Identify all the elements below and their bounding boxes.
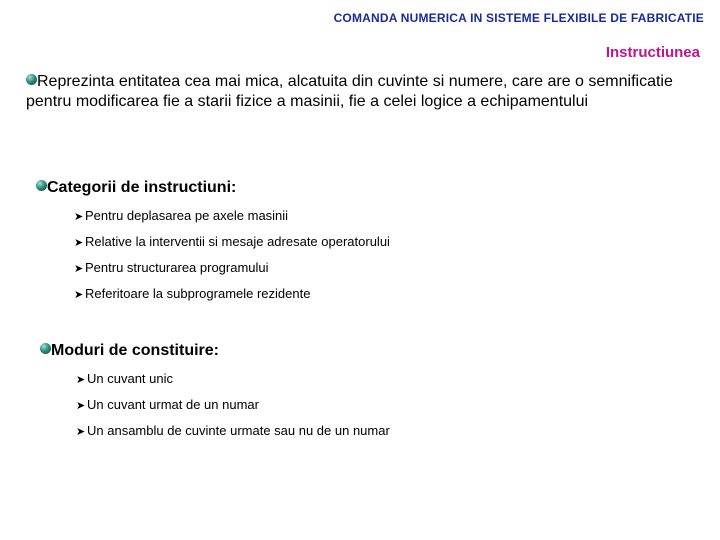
arrow-bullet-icon: ➤: [76, 426, 86, 438]
list-item: ➤ Referitoare la subprogramele rezidente: [74, 286, 311, 301]
arrow-bullet-icon: ➤: [74, 237, 84, 249]
list-item: ➤ Pentru deplasarea pe axele masinii: [74, 208, 289, 223]
ball-bullet-icon: [36, 180, 47, 191]
slide-title: Instructiunea: [605, 44, 700, 61]
list-item: ➤ Relative la interventii si mesaje adresate operatorului: [74, 234, 390, 249]
categories-list: [74, 208, 390, 312]
arrow-bullet-icon: ➤: [74, 263, 84, 275]
ball-bullet-icon: [40, 343, 51, 354]
list-item: ➤ Un cuvant unic: [76, 371, 173, 386]
modes-heading: Moduri de constituire:: [51, 342, 219, 359]
arrow-bullet-icon: ➤: [76, 400, 86, 412]
definition-text: Reprezinta entitatea cea mai mica, alcatuita din cuvinte si numere, care are o semnificatie pentru modificarea fie a starii fizice a masinii, fie a celei logice a echipamentului: [26, 73, 673, 110]
categories-heading: Categorii de instructiuni:: [47, 179, 237, 196]
modes-list: [76, 371, 390, 449]
arrow-bullet-icon: ➤: [74, 211, 84, 223]
list-item: ➤ Un ansamblu de cuvinte urmate sau nu de un numar: [76, 423, 390, 438]
arrow-bullet-icon: ➤: [76, 374, 86, 386]
arrow-bullet-icon: ➤: [74, 289, 84, 301]
course-header: COMANDA NUMERICA IN SISTEME FLEXIBILE DE FABRICATIE: [333, 11, 704, 25]
definition-paragraph: [26, 72, 686, 112]
ball-bullet-icon: [26, 74, 37, 85]
list-item: ➤ Pentru structurarea programului: [74, 260, 269, 275]
list-item: ➤ Un cuvant urmat de un numar: [76, 397, 259, 412]
categories-heading-row: [36, 179, 236, 197]
modes-heading-row: [40, 342, 219, 360]
